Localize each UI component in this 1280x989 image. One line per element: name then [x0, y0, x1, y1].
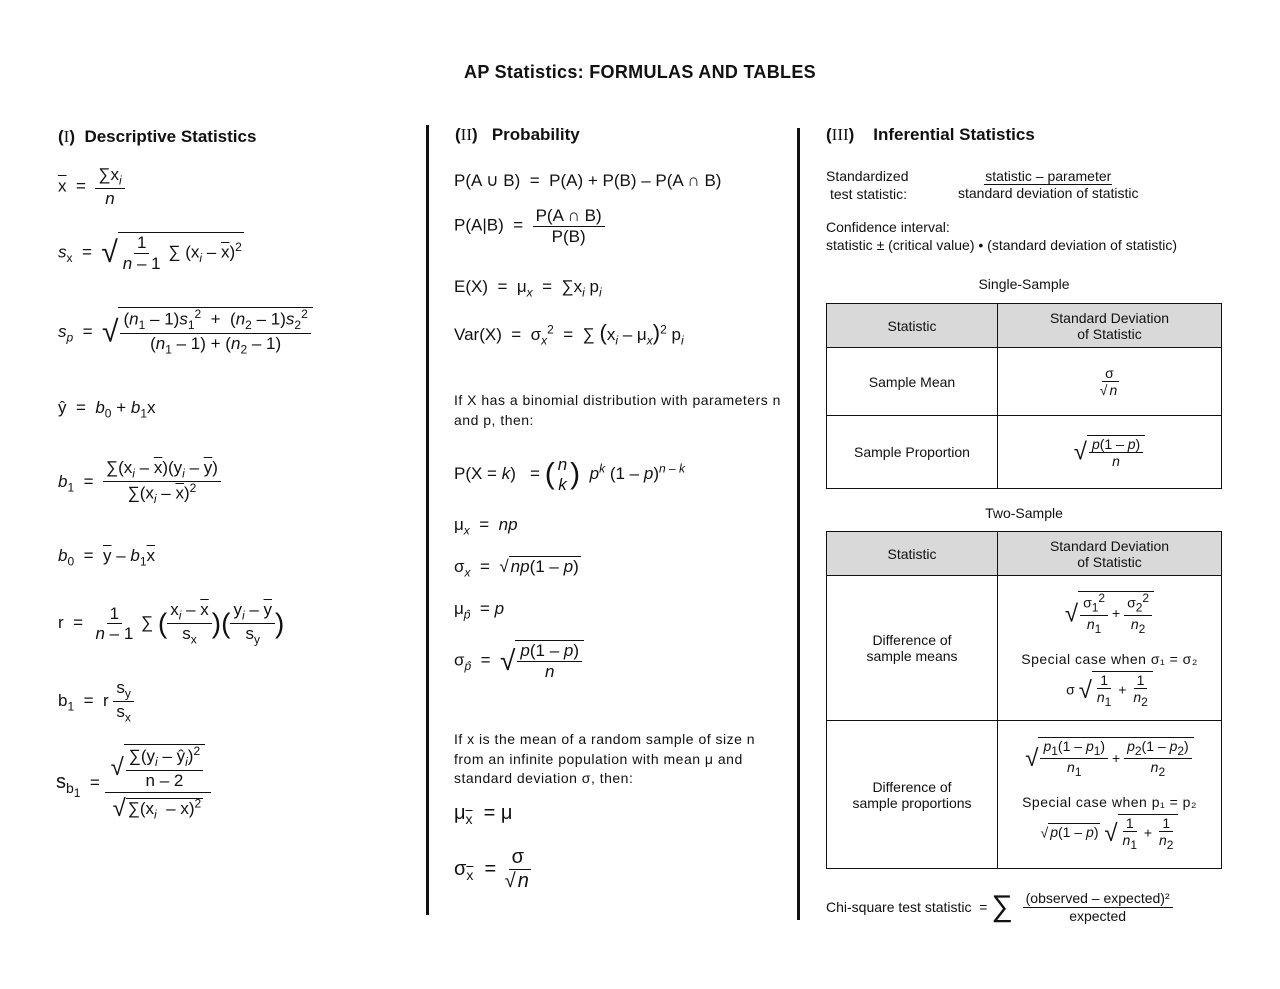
label-line-1: Difference of: [872, 778, 952, 795]
formula-correlation: r = $\frac{1}{n - 1}$ ∑ ( $\frac{x_i - \overline{x}}{s_x}$ )( $\frac{y_i - \overline{y}}{s_y}$ ): [58, 600, 285, 647]
formula-conditional: P(A|B) = $\frac{P(A \cap B)}{P(B)}$: [454, 206, 605, 246]
label-line-1: Standardized: [826, 168, 909, 184]
formula-binomial-sd: $\sigma_x$ = √ np(1 – p): [454, 557, 579, 580]
table-row: [827, 576, 1222, 721]
formula-slope: $b_1$ = $\frac{\sum(x_i - \overline{x})(y_i - \overline{y})}{\sum(x_i - \overline{x})^2}$: [58, 458, 221, 507]
row-label-sample-mean: Sample Mean: [827, 348, 998, 416]
single-sample-table: [826, 303, 1222, 489]
column-divider-left: [426, 125, 429, 915]
label-line-2: sample proportions: [852, 794, 972, 811]
section-title: Probability: [491, 125, 580, 144]
section-number: I: [63, 127, 70, 146]
formula-sample-mean-mean: $\mu_{\overline{x}} = \mu$: [454, 802, 513, 827]
header-statistic: Statistic: [827, 304, 998, 348]
sd-sample-mean: $\frac{\sigma}{√ n}$: [998, 348, 1222, 416]
table-row: [827, 348, 1222, 416]
formula-pooled-sd: $s_p$ = √ $\frac{(n_1 - 1)s_1^2 + (n_2 - 1)s_2^2}{(n_1 - 1) + (n_2 - 1)}$: [58, 307, 313, 357]
section-header-descriptive: (I) Descriptive Statistics: [58, 127, 257, 146]
table-header-row: [827, 532, 1222, 576]
formula-expected-value: $E(X) = \mu_x = \sum x_i$ $p_i$: [454, 277, 602, 300]
formula-union: P(A ∪ B) = P(A) + P(B) – P(A ∩ B): [454, 171, 722, 190]
section-header-probability: (II) Probability: [455, 125, 580, 144]
two-sample-table: [826, 531, 1222, 869]
chi-square-denominator: expected: [1069, 907, 1127, 924]
label-line-2: sample means: [866, 648, 958, 664]
formula-proportion-sd: $\sigma_{p̂}$ = √ $\frac{p(1 - p)}{n}$: [454, 640, 584, 681]
mean-intro-text: If x is the mean of a random sample of size n from an infinite population with mean μ and standard deviation σ, then:: [454, 731, 756, 787]
chi-square-formula: Chi-square test statistic = ∑ $\frac{\text{(observed – expected)²}}{\text{expected}}$: [826, 890, 1173, 924]
sd-diff-proportions: √ $\frac{p_1(1 - p_1)}{n_1}$ + $\frac{p_2(1 - p_2)}{n_2}$ Special case when p₁ = p₂ √ p(1 – p) √ $\frac{1}{n_1}$ + $\frac{1}{n_2}$: [998, 721, 1222, 869]
formula-variance: $Var(X) = \sigma_x^2$ = ∑ $(x_i - \mu_x)^2$ $p_i$: [454, 320, 684, 348]
formula-sample-mean: $\overline{x}$ = $\frac{\sum x_i}{n}$: [58, 165, 125, 209]
chi-square-label: Chi-square test statistic: [826, 899, 972, 915]
formula-intercept: $b_0 = \overline{y} - b_1\overline{x}$: [58, 546, 156, 569]
table-row: [827, 416, 1222, 489]
formula-slope-standard-error: $s_{b_1}$ = √ $\frac{\sum(y_i - ŷ_i)^2}{n - 2}$ √ $\sum(x_i - \overline{x})^2$: [56, 742, 211, 825]
special-case-means: Special case when σ₁ = σ₂: [1021, 650, 1198, 667]
formula-slope-from-r: $b_1 = r$ $\frac{s_y}{s_x}$: [58, 678, 134, 725]
section-title: Inferential Statistics: [873, 125, 1035, 144]
section-number: III: [831, 125, 849, 144]
row-label-sample-proportion: Sample Proportion: [827, 416, 998, 489]
ci-formula: statistic ± (critical value) • (standard deviation of statistic): [826, 237, 1178, 253]
standardized-test-label: [826, 168, 909, 203]
header-statistic: Statistic: [827, 532, 998, 576]
section-header-inferential: (III) Inferential Statistics: [826, 125, 1035, 144]
chi-square-numerator: (observed – expected)²: [1023, 890, 1173, 907]
binomial-intro-text: If X has a binomial distribution with parameters n and p, then:: [454, 392, 781, 428]
table-header-row: [827, 304, 1222, 348]
row-label-diff-proportions: [827, 721, 998, 869]
special-case-proportions: Special case when p₁ = p₂: [1022, 793, 1197, 810]
row-label-diff-means: [827, 576, 998, 721]
single-sample-title: Single-Sample: [978, 276, 1070, 292]
formula-sample-sd: $s_x$ = √ $\frac{1}{n - 1}$ ∑ $(x_i - \overline{x})^2$: [58, 233, 242, 273]
header-sd-line-2: of Statistic: [1077, 553, 1142, 570]
two-sample-title: Two-Sample: [985, 505, 1063, 521]
page-title: AP Statistics: FORMULAS AND TABLES: [464, 62, 816, 82]
header-sd-line-1: Standard Deviation: [1049, 309, 1170, 326]
header-sd: [998, 532, 1222, 576]
table-row: [827, 721, 1222, 869]
formula-binomial-mean: $\mu_x$ = np: [454, 515, 518, 538]
section-title: Descriptive Statistics: [84, 127, 257, 146]
column-divider-right: [797, 128, 800, 920]
section-number: II: [460, 125, 472, 144]
label-line-2: test statistic:: [830, 185, 908, 202]
header-sd: [998, 304, 1222, 348]
std-test-numerator: statistic – parameter: [985, 168, 1112, 184]
label-line-1: Difference of: [872, 632, 952, 648]
sd-diff-means: √ $\frac{\sigma_1^2}{n_1}$ + $\frac{\sigma_2^2}{n_2}$ Special case when σ₁ = σ₂ σ √ $\frac{1}{n_1}$ + $\frac{1}{n_2}$: [998, 576, 1222, 721]
sd-sample-proportion: √ $\frac{p(1 - p)}{n}$: [998, 416, 1222, 489]
formula-sample-mean-sd: $\sigma_{\overline{x}}$ = $\frac{\sigma}{√ n}$: [454, 846, 529, 892]
ci-label: Confidence interval:: [826, 219, 950, 235]
standardized-test-formula: [955, 168, 1142, 201]
formula-proportion-mean: $\mu_{p̂} = p$: [454, 599, 505, 622]
std-test-denominator: standard deviation of statistic: [958, 185, 1139, 202]
formula-binomial-probability: P(X = k) = ( n k ) $p^k$ (1 – p)$^{n - k}$: [454, 455, 686, 494]
formula-regression-line: ŷ = $b_0 + b_1x$: [58, 398, 156, 421]
header-sd-line-2: of Statistic: [1077, 325, 1142, 342]
header-sd-line-1: Standard Deviation: [1049, 537, 1170, 554]
